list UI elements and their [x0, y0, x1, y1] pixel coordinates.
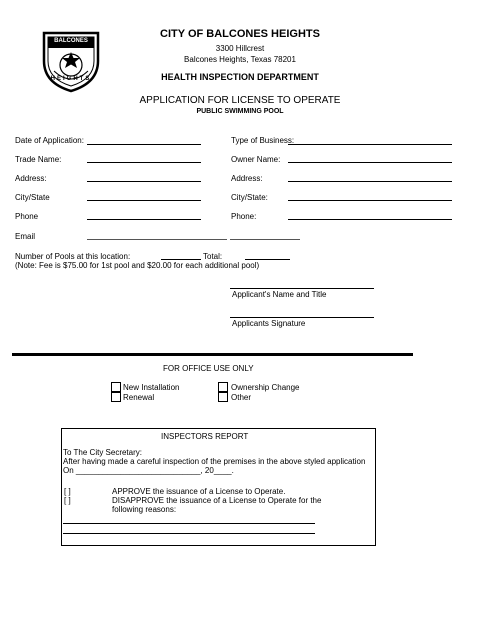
- phone-label-left: Phone: [15, 212, 39, 221]
- disapprove-bracket[interactable]: [ ]: [64, 496, 71, 505]
- section-divider: [12, 353, 413, 356]
- owner-name-label: Owner Name:: [231, 155, 281, 164]
- report-salutation: To The City Secretary:: [63, 448, 142, 457]
- applicant-signature-label: Applicants Signature: [232, 319, 306, 328]
- email-label: Email: [15, 232, 36, 241]
- report-body-line1: After having made a careful inspection of the premises in the above styled application: [63, 457, 366, 466]
- type-of-business-label: Type of Business:: [231, 136, 295, 145]
- trade-name-input[interactable]: [87, 162, 201, 163]
- address-label-left: Address:: [15, 174, 47, 183]
- inspectors-report-heading: INSPECTORS REPORT: [161, 432, 249, 441]
- number-of-pools-input[interactable]: [161, 259, 201, 260]
- phone-input-left[interactable]: [87, 219, 201, 220]
- office-use-heading: FOR OFFICE USE ONLY: [163, 364, 254, 373]
- trade-name-label: Trade Name:: [15, 155, 62, 164]
- city-title: CITY OF BALCONES HEIGHTS: [160, 28, 320, 40]
- email-input[interactable]: [87, 239, 227, 240]
- ownership-change-label: Ownership Change: [231, 383, 300, 392]
- city-address-line1: 3300 Hillcrest: [215, 44, 265, 53]
- type-of-business-input[interactable]: [288, 144, 452, 145]
- phone-label-right: Phone:: [231, 212, 257, 221]
- city-state-input-right[interactable]: [288, 200, 452, 201]
- new-installation-label: New Installation: [123, 383, 180, 392]
- city-state-input-left[interactable]: [87, 200, 201, 201]
- applicant-name-title-line[interactable]: [230, 288, 374, 289]
- form-title: APPLICATION FOR LICENSE TO OPERATE: [139, 95, 341, 106]
- reasons-line-1[interactable]: [63, 523, 315, 524]
- other-checkbox[interactable]: [218, 392, 228, 402]
- phone-input-right[interactable]: [288, 219, 452, 220]
- renewal-label: Renewal: [123, 393, 155, 402]
- form-subtitle: PUBLIC SWIMMING POOL: [196, 108, 284, 115]
- address-label-right: Address:: [231, 174, 263, 183]
- email-input-extra[interactable]: [230, 239, 300, 240]
- approve-text: APPROVE the issuance of a License to Operate.: [112, 487, 286, 496]
- number-of-pools-label: Number of Pools at this location:: [15, 252, 131, 261]
- owner-name-input[interactable]: [288, 162, 452, 163]
- city-state-label-right: City/State:: [231, 193, 268, 202]
- reasons-text: following reasons:: [112, 505, 177, 514]
- department-title: HEALTH INSPECTION DEPARTMENT: [161, 72, 319, 82]
- city-state-label-left: City/State: [15, 193, 50, 202]
- ownership-change-checkbox[interactable]: [218, 382, 228, 392]
- total-input[interactable]: [245, 259, 290, 260]
- date-of-application-input[interactable]: [87, 144, 201, 145]
- reasons-line-2[interactable]: [63, 533, 315, 534]
- new-installation-checkbox[interactable]: [111, 382, 121, 392]
- total-label: Total:: [203, 252, 223, 261]
- disapprove-text: DISAPPROVE the issuance of a License to Operate for the: [112, 496, 322, 505]
- seal-top-text: BALCONES: [54, 38, 88, 44]
- applicant-signature-line[interactable]: [230, 317, 374, 318]
- report-body-line2[interactable]: On ____________________________, 20____.: [63, 466, 234, 475]
- address-input-right[interactable]: [288, 181, 452, 182]
- seal-bottom-text: HEIGHTS: [50, 76, 92, 82]
- approve-bracket[interactable]: [ ]: [64, 487, 71, 496]
- address-input-left[interactable]: [87, 181, 201, 182]
- date-of-application-label: Date of Application:: [15, 136, 84, 145]
- other-label: Other: [231, 393, 252, 402]
- renewal-checkbox[interactable]: [111, 392, 121, 402]
- applicant-name-title-label: Applicant's Name and Title: [232, 290, 327, 299]
- fee-note: (Note: Fee is $75.00 for 1st pool and $20.00 for each additional pool): [15, 261, 260, 270]
- city-address-line2: Balcones Heights, Texas 78201: [184, 55, 296, 64]
